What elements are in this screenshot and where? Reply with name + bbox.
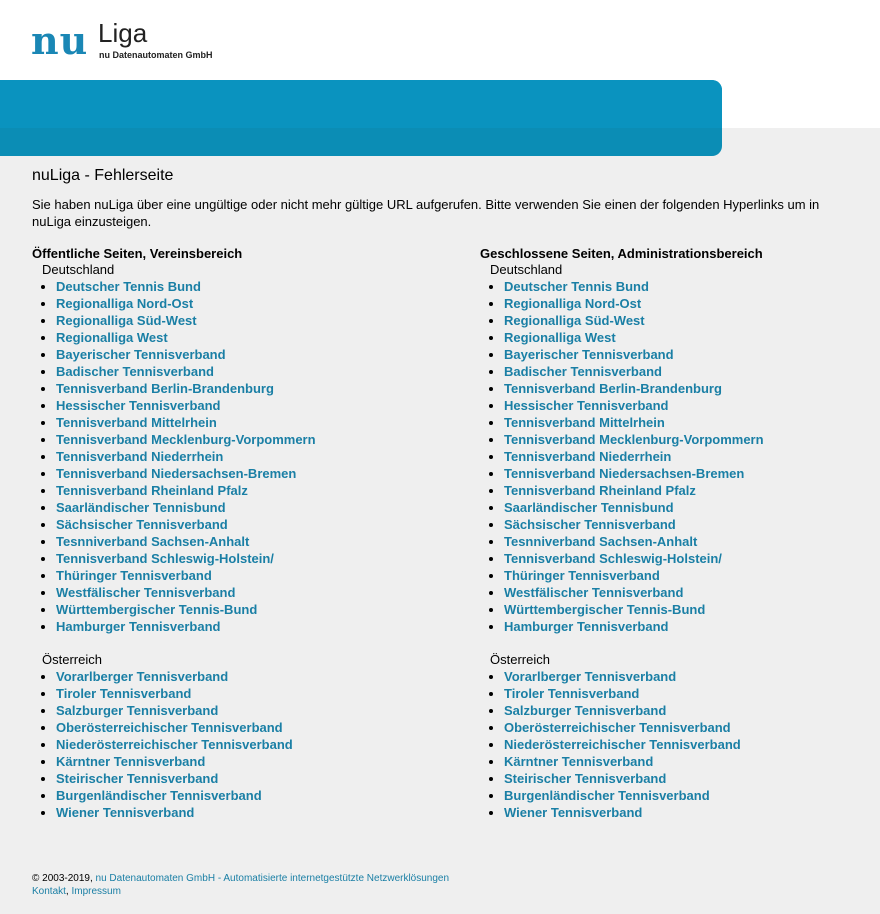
list-item [504,719,880,736]
association-link[interactable]: Sächsischer Tennisverband [504,517,676,532]
association-link[interactable]: Vorarlberger Tennisverband [504,669,677,684]
list-item [504,380,880,397]
list-item [56,770,452,787]
association-link[interactable]: Regionalliga West [504,330,616,345]
list-item [504,516,880,533]
list-item [56,550,452,567]
list-item [504,584,880,601]
copyright-text: © 2003-2019, [32,873,93,884]
list-item [56,431,452,448]
list-item [504,295,880,312]
list-item [504,787,880,804]
association-link[interactable]: Steirischer Tennisverband [56,771,219,786]
association-link[interactable]: Sächsischer Tennisverband [56,517,228,532]
list-item [504,312,880,329]
list-item [56,380,452,397]
list-item [56,719,452,736]
list-item [56,584,452,601]
list-item [56,702,452,719]
association-link[interactable]: Vorarlberger Tennisverband [56,669,229,684]
list-item [56,804,452,821]
list-item [504,618,880,635]
list-item [504,482,880,499]
association-link[interactable]: Hamburger Tennisverband [504,619,669,634]
list-item [504,278,880,295]
list-item [56,668,452,685]
association-link[interactable]: Tiroler Tennisverband [504,686,640,701]
footer [32,872,449,898]
association-link[interactable]: Steirischer Tennisverband [504,771,667,786]
list-item [504,770,880,787]
kontakt-link[interactable]: Kontakt [32,886,66,897]
association-link[interactable]: Oberösterreichischer Tennisverband [56,720,283,735]
list-item [504,363,880,380]
list-item [504,804,880,821]
list-item [56,295,452,312]
association-link[interactable]: Thüringer Tennisverband [504,568,660,583]
association-link[interactable]: Westfälischer Tennisverband [504,585,684,600]
association-link[interactable]: Regionalliga West [56,330,168,345]
association-link[interactable]: Kärntner Tennisverband [56,754,206,769]
impressum-link[interactable]: Impressum [71,886,121,897]
list-item [56,465,452,482]
link-list [480,668,880,821]
list-item [504,431,880,448]
association-link[interactable]: Tiroler Tennisverband [56,686,192,701]
association-link[interactable]: Bayerischer Tennisverband [56,347,226,362]
association-link[interactable]: Tennisverband Mecklenburg-Vorpommern [504,432,764,447]
logo-subtitle: nu Datenautomaten GmbH [99,50,213,60]
association-link[interactable]: Tennisverband Niedersachsen-Bremen [504,466,745,481]
list-item [56,601,452,618]
country-label: Österreich [42,652,102,667]
list-item [504,414,880,431]
association-link[interactable]: Wiener Tennisverband [504,805,643,820]
list-item [504,702,880,719]
association-link[interactable]: Salzburger Tennisverband [504,703,667,718]
list-item [56,363,452,380]
list-item [504,601,880,618]
column-admin [480,246,880,821]
association-link[interactable]: Burgenländischer Tennisverband [504,788,710,803]
association-link[interactable]: Deutscher Tennis Bund [504,279,649,294]
list-item [56,414,452,431]
column-public [32,246,452,821]
association-link[interactable]: Burgenländischer Tennisverband [56,788,262,803]
association-link[interactable]: Hessischer Tennisverband [56,398,221,413]
list-item [504,567,880,584]
list-item [56,312,452,329]
list-item [504,550,880,567]
association-link[interactable]: Niederösterreichischer Tennisverband [56,737,293,752]
association-link[interactable]: Regionalliga Süd-West [56,313,197,328]
list-item [56,397,452,414]
association-link[interactable]: Tennisverband Mecklenburg-Vorpommern [56,432,316,447]
main-content [32,166,862,820]
list-item [504,397,880,414]
column-title: Öffentliche Seiten, Vereinsbereich [32,246,243,261]
association-link[interactable]: Tennisverband Niederrhein [56,449,224,464]
association-link[interactable]: Badischer Tennisverband [56,364,214,379]
column-title: Geschlossene Seiten, Administrationsbereich [480,246,763,261]
association-link[interactable]: Bayerischer Tennisverband [504,347,674,362]
list-item [504,448,880,465]
list-item [56,499,452,516]
logo-nu-text: nu [31,18,89,63]
list-item [56,567,452,584]
company-link[interactable]: nu Datenautomaten GmbH - Automatisierte internetgestützte Netzwerklösungen [95,873,450,884]
list-item [504,685,880,702]
list-item [56,448,452,465]
header-banner-highlight [0,80,722,128]
list-item [504,346,880,363]
association-link[interactable]: Tesnniverband Sachsen-Anhalt [504,534,698,549]
association-link[interactable]: Thüringer Tennisverband [56,568,212,583]
link-list [32,278,452,635]
association-link[interactable]: Tennisverband Rheinland Pfalz [56,483,248,498]
list-item [56,533,452,550]
association-link[interactable]: Hessischer Tennisverband [504,398,669,413]
association-link[interactable]: Tennisverband Berlin-Brandenburg [504,381,722,396]
list-item [504,753,880,770]
list-item [504,329,880,346]
nuliga-logo[interactable] [31,18,251,64]
list-item [56,618,452,635]
list-item [56,329,452,346]
association-link[interactable]: Oberösterreichischer Tennisverband [504,720,731,735]
association-link[interactable]: Regionalliga Nord-Ost [56,296,194,311]
link-list [32,668,452,821]
association-link[interactable]: Tennisverband Niederrhein [504,449,672,464]
association-link[interactable]: Tennisverband Mittelrhein [504,415,665,430]
association-link[interactable]: Tennisverband Niedersachsen-Bremen [56,466,297,481]
country-label: Österreich [490,652,550,667]
association-link[interactable]: Kärntner Tennisverband [504,754,654,769]
association-link[interactable]: Württembergischer Tennis-Bund [56,602,258,617]
list-item [56,753,452,770]
list-item [504,533,880,550]
list-item [56,516,452,533]
association-link[interactable]: Badischer Tennisverband [504,364,662,379]
list-item [56,278,452,295]
association-link[interactable]: Wiener Tennisverband [56,805,195,820]
link-list [480,278,880,635]
association-link[interactable]: Saarländischer Tennisbund [504,500,674,515]
country-label: Deutschland [42,262,115,277]
list-item [56,787,452,804]
association-link[interactable]: Tennisverband Schleswig-Holstein/ [56,551,274,566]
list-item [56,736,452,753]
page-title: nuLiga - Fehlerseite [32,167,174,184]
association-link[interactable]: Niederösterreichischer Tennisverband [504,737,741,752]
list-item [504,465,880,482]
list-item [56,482,452,499]
country-label: Deutschland [490,262,563,277]
footer-separator: , [65,886,69,897]
association-link[interactable]: Tennisverband Schleswig-Holstein/ [504,551,722,566]
association-link[interactable]: Württembergischer Tennis-Bund [504,602,706,617]
intro-text: Sie haben nuLiga über eine ungültige oder nicht mehr gültige URL aufgerufen. Bitte verwenden Sie einen der folgenden Hyperlinks um in nuLiga einzusteigen. [32,197,820,229]
list-item [504,736,880,753]
association-link[interactable]: Hamburger Tennisverband [56,619,221,634]
association-link[interactable]: Regionalliga Süd-West [504,313,645,328]
association-link[interactable]: Tesnniverband Sachsen-Anhalt [56,534,250,549]
association-link[interactable]: Regionalliga Nord-Ost [504,296,642,311]
list-item [56,685,452,702]
list-item [56,346,452,363]
list-item [504,499,880,516]
list-item [504,668,880,685]
association-link[interactable]: Westfälischer Tennisverband [56,585,236,600]
logo-liga-text: Liga [98,18,148,48]
association-link[interactable]: Deutscher Tennis Bund [56,279,201,294]
association-link[interactable]: Tennisverband Berlin-Brandenburg [56,381,274,396]
association-link[interactable]: Salzburger Tennisverband [56,703,219,718]
association-link[interactable]: Saarländischer Tennisbund [56,500,226,515]
association-link[interactable]: Tennisverband Rheinland Pfalz [504,483,696,498]
association-link[interactable]: Tennisverband Mittelrhein [56,415,217,430]
